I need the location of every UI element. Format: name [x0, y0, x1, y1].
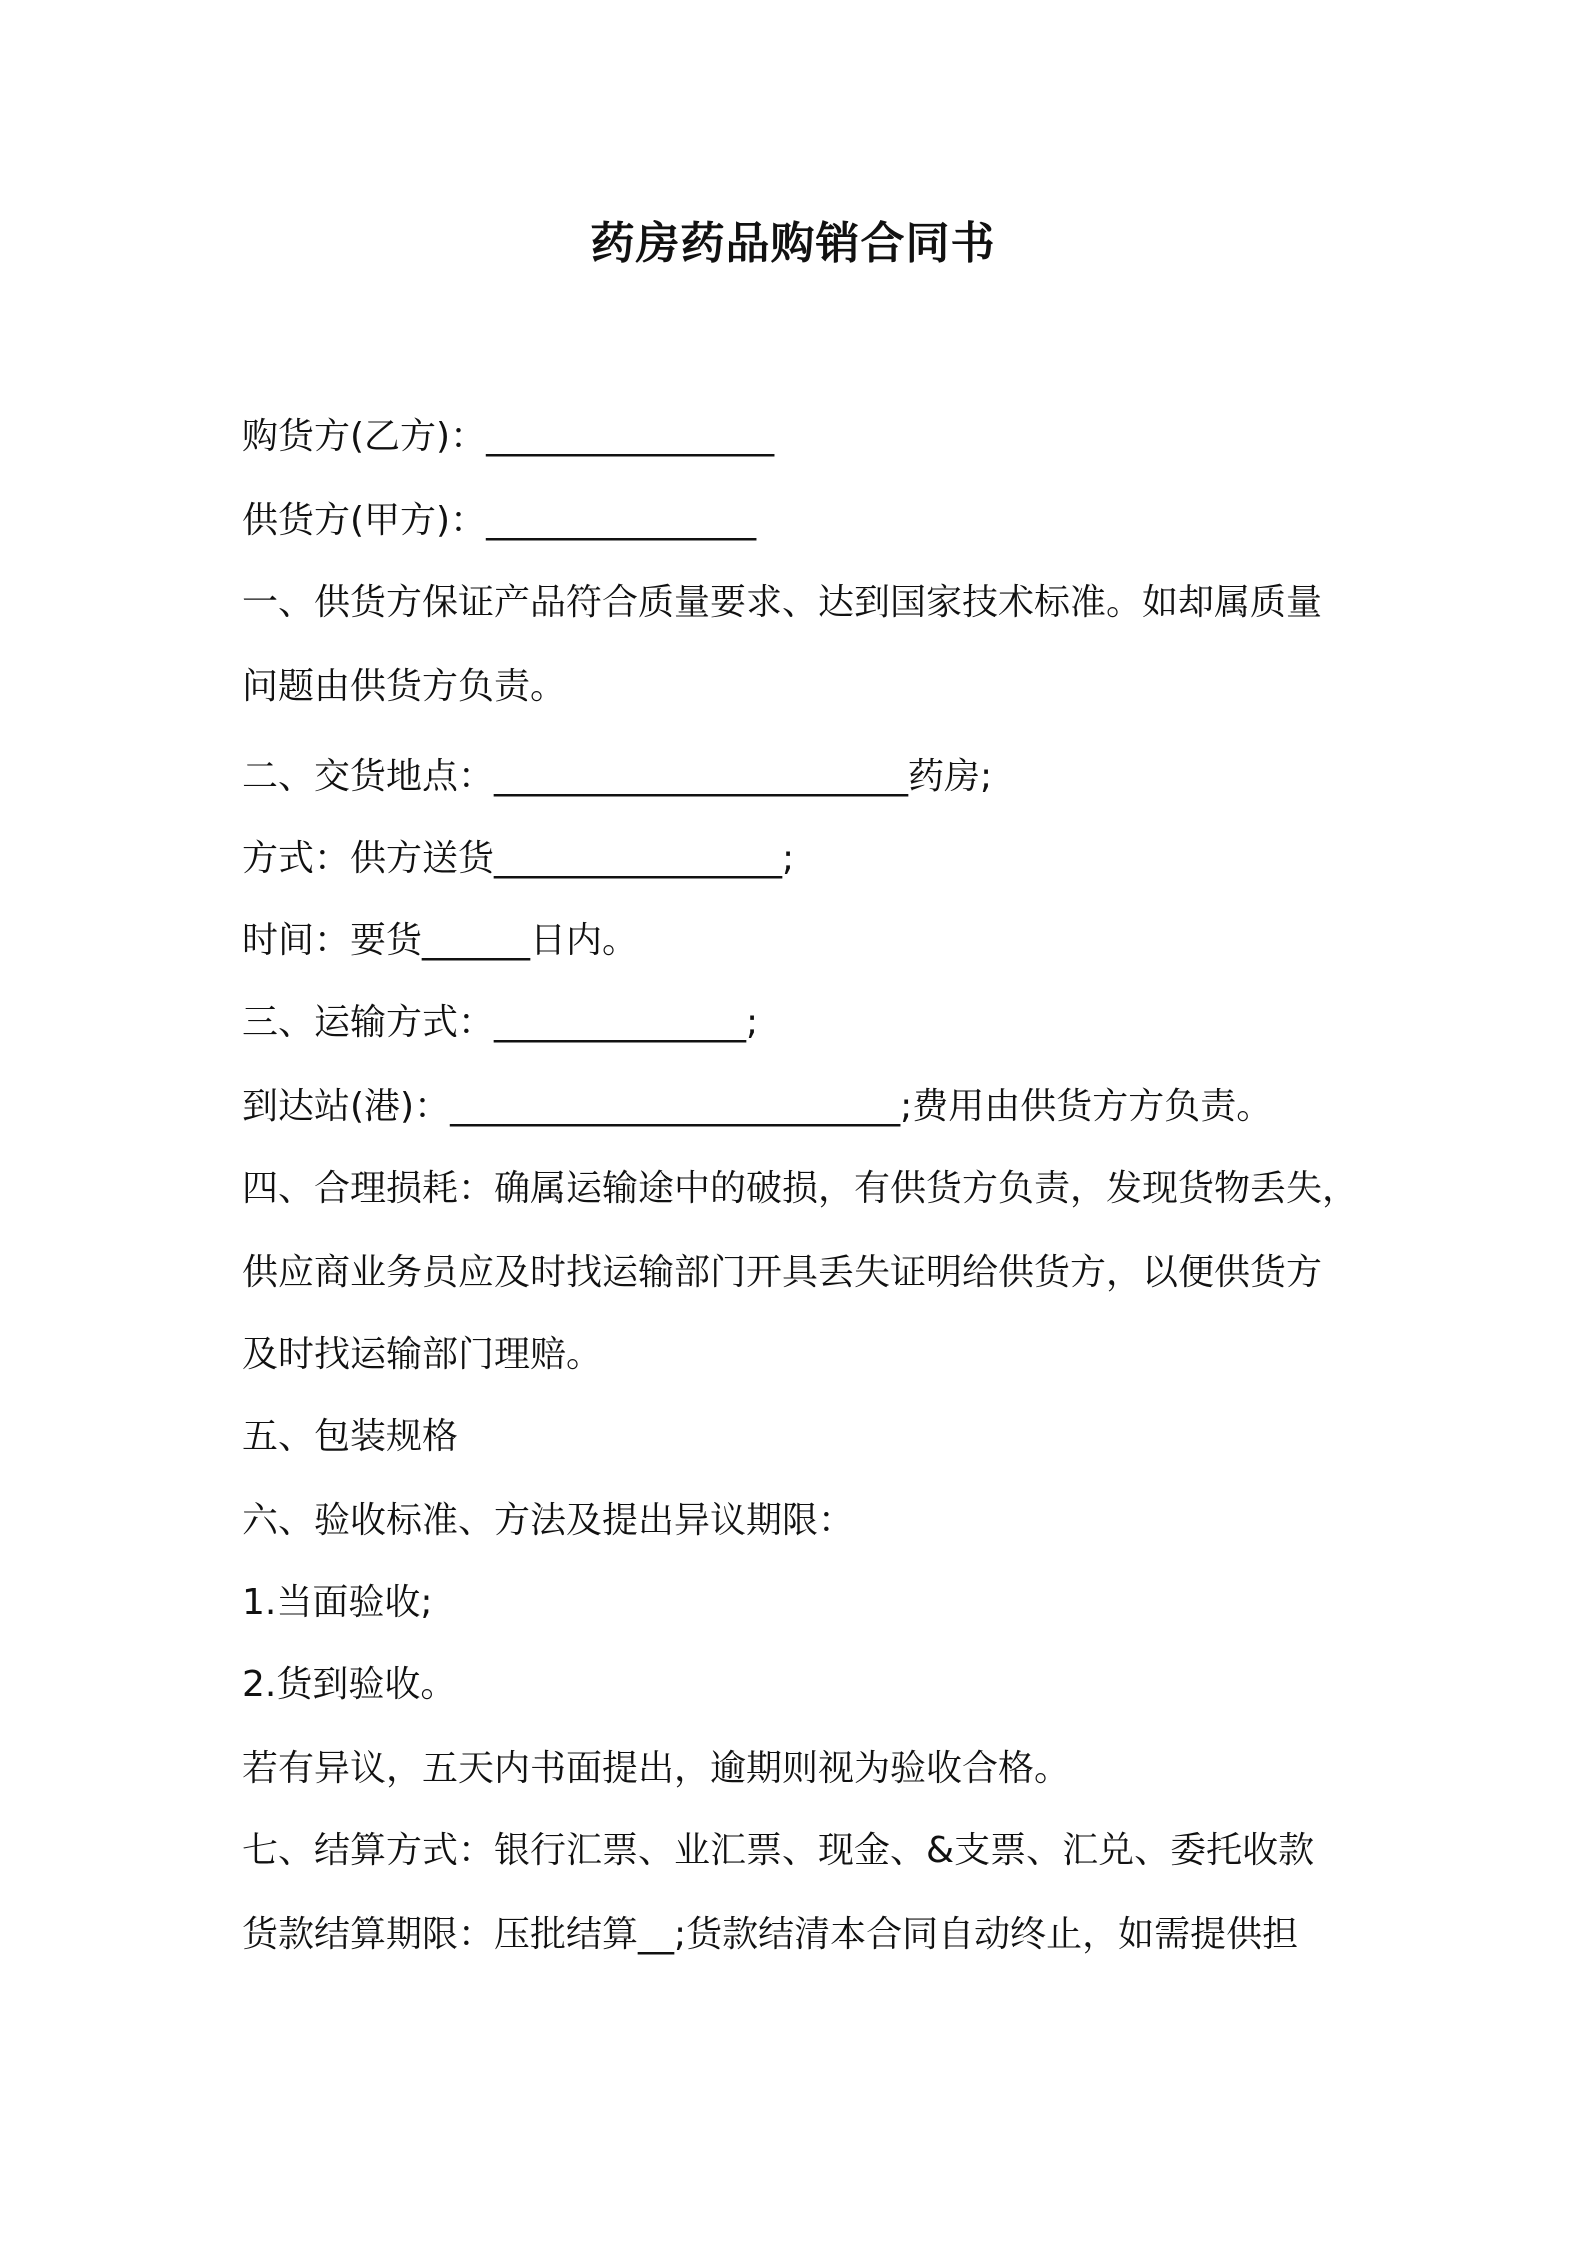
clause-1-line-2: 问题由供货方负责。 [242, 666, 567, 707]
clause-2-delivery-place: 二、交货地点：_______________________药房; [242, 756, 993, 797]
clause-6-objection-note: 若有异议，五天内书面提出，逾期则视为验收合格。 [242, 1748, 1071, 1789]
clause-7-settlement-method: 七、结算方式：银行汇票、业汇票、现金、&支票、汇兑、委托收款 [242, 1830, 1315, 1871]
clause-4-line-3: 及时找运输部门理赔。 [242, 1334, 603, 1375]
clause-6-item-1: 1.当面验收; [242, 1582, 433, 1623]
clause-2-delivery-method: 方式：供方送货________________; [242, 838, 795, 879]
clause-6-item-2: 2.货到验收。 [242, 1664, 457, 1705]
supplier-line: 供货方(甲方)：_______________ [242, 500, 757, 541]
clause-2-delivery-time: 时间：要货______日内。 [242, 920, 639, 961]
clause-1-line-1: 一、供货方保证产品符合质量要求、达到国家技术标准。如却属质量 [242, 582, 1323, 623]
clause-3-arrival-station: 到达站(港)：_________________________;费用由供货方方负责。 [242, 1086, 1273, 1127]
clause-3-transport-method: 三、运输方式：______________; [242, 1002, 759, 1043]
clause-5-packaging: 五、包装规格 [242, 1416, 459, 1457]
clause-4-line-1: 四、合理损耗：确属运输途中的破损，有供货方负责，发现货物丢失， [242, 1168, 1359, 1209]
clause-4-line-2: 供应商业务员应及时找运输部门开具丢失证明给供货方，以便供货方 [242, 1252, 1323, 1293]
clause-7-settlement-term: 货款结算期限：压批结算__;货款结清本合同自动终止，如需提供担 [242, 1914, 1299, 1955]
clause-6-heading: 六、验收标准、方法及提出异议期限： [242, 1500, 855, 1541]
document-title: 药房药品购销合同书 [590, 218, 996, 269]
buyer-line: 购货方(乙方)：________________ [242, 416, 775, 457]
